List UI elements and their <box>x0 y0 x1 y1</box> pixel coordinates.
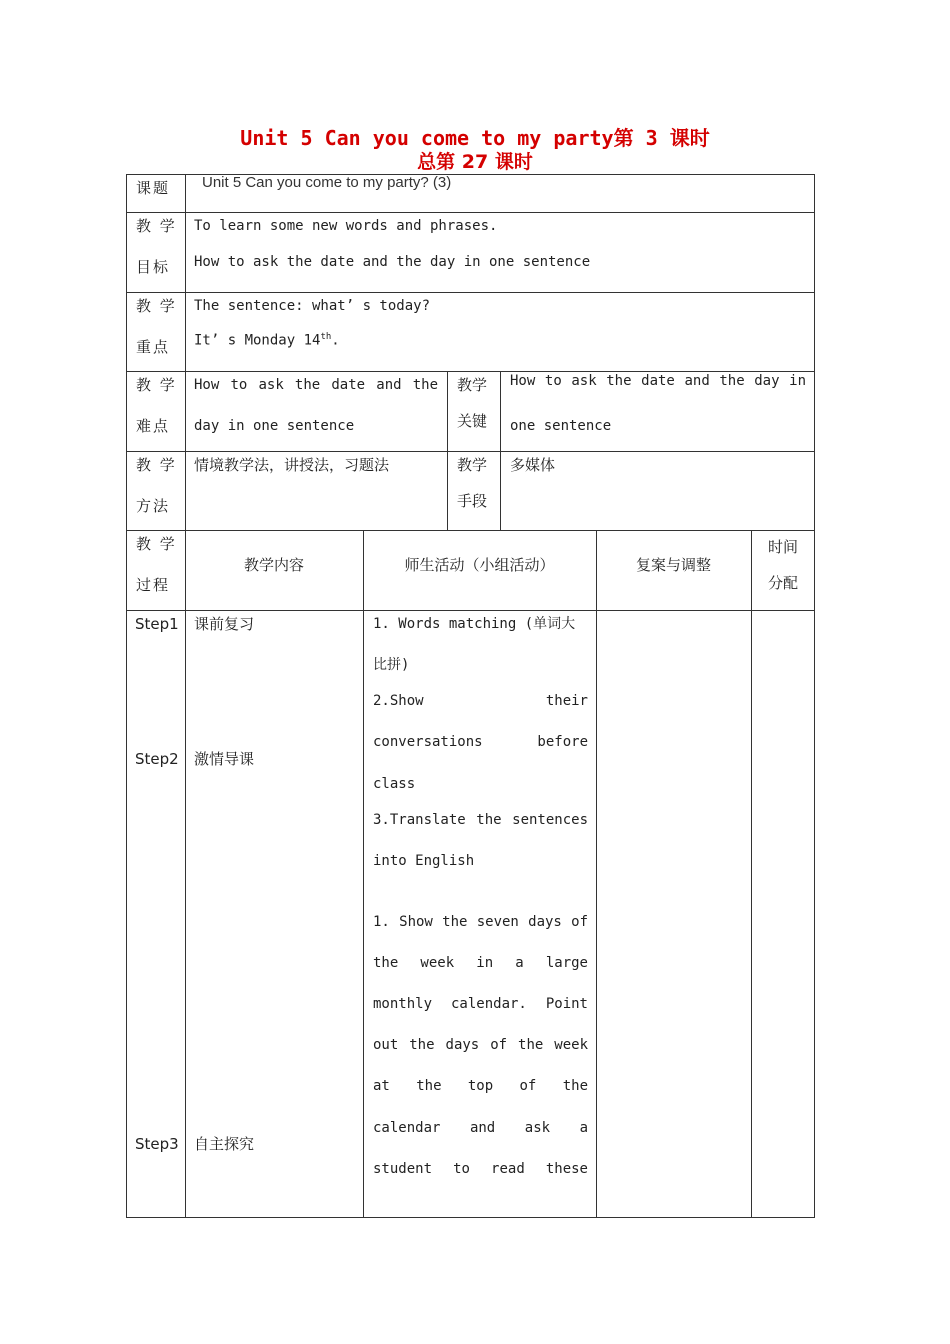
focus-label: 重点 <box>136 338 171 356</box>
key-line: How to ask the date and the day in <box>510 373 806 389</box>
process-label: 教 学 <box>136 535 177 553</box>
column-header-content: 教学内容 <box>243 556 304 574</box>
column-header-time: 分配 <box>767 574 798 592</box>
row-divider <box>126 451 815 452</box>
column-header-time: 时间 <box>767 538 798 556</box>
column-divider <box>596 530 597 1218</box>
goal-line: How to ask the date and the day in one sentence <box>194 254 591 270</box>
column-divider <box>363 530 364 1218</box>
activity-line: 1. Show the seven days of <box>373 914 588 930</box>
activity-line: calendar and ask a <box>373 1120 588 1136</box>
means-label: 手段 <box>457 492 488 510</box>
method-label: 教 学 <box>136 456 177 474</box>
step-content: 自主探究 <box>194 1135 255 1153</box>
activity-line: the week in a large <box>373 955 588 971</box>
method-value: 情境教学法，讲授法，习题法 <box>194 456 390 474</box>
difficulty-label: 教 学 <box>136 376 177 394</box>
activity-line: 1. Words matching (单词大 <box>373 616 576 632</box>
goals-label: 教 学 <box>136 217 177 235</box>
activity-line: 比拼) <box>373 657 410 673</box>
activity-line: class <box>373 776 416 792</box>
document-title-line-1: Unit 5 Can you come to my party第 3 课时 <box>240 126 710 150</box>
step-label: Step2 <box>135 750 179 768</box>
row-divider <box>126 292 815 293</box>
document-title-line-2: 总第 27 课时 <box>417 151 533 173</box>
activity-line: student to read these <box>373 1161 588 1177</box>
activity-line: 3.Translate the sentences <box>373 812 588 828</box>
row-divider <box>126 530 815 531</box>
difficulty-line: How to ask the date and the <box>194 377 438 393</box>
difficulty-label: 难点 <box>136 417 171 435</box>
key-label: 关键 <box>457 412 488 430</box>
column-divider <box>751 530 752 1218</box>
goal-line: To learn some new words and phrases. <box>194 218 498 234</box>
process-label: 过程 <box>136 576 171 594</box>
activity-line: conversations before <box>373 734 588 750</box>
step-label: Step1 <box>135 615 179 633</box>
key-label: 教学 <box>457 376 488 394</box>
goals-label: 目标 <box>136 258 171 276</box>
column-header-activity: 师生活动（小组活动） <box>404 556 555 574</box>
focus-label: 教 学 <box>136 297 177 315</box>
focus-line-text: It’ s Monday 14 <box>194 332 321 349</box>
column-divider <box>447 371 448 530</box>
step-content: 课前复习 <box>194 615 255 633</box>
activity-line: out the days of the week <box>373 1037 588 1053</box>
means-value: 多媒体 <box>510 456 556 474</box>
focus-line: The sentence: what’ s today? <box>194 298 431 314</box>
activity-line: at the top of the <box>373 1078 588 1094</box>
row-divider <box>126 212 815 213</box>
column-header-adjustment: 复案与调整 <box>635 556 711 574</box>
step-label: Step3 <box>135 1135 179 1153</box>
row-divider <box>126 610 815 611</box>
activity-line: 2.Show their <box>373 693 588 709</box>
activity-line: into English <box>373 853 475 869</box>
difficulty-line: day in one sentence <box>194 418 355 434</box>
activity-line: monthly calendar. Point <box>373 996 588 1012</box>
means-label: 教学 <box>457 456 488 474</box>
step-content: 激情导课 <box>194 750 255 768</box>
subject-value: Unit 5 Can you come to my party? (3) <box>202 174 452 191</box>
column-divider <box>500 371 501 530</box>
focus-line-end: . <box>331 332 340 349</box>
focus-line <box>194 327 340 351</box>
column-divider <box>185 174 186 1218</box>
key-line: one sentence <box>510 418 612 434</box>
method-label: 方法 <box>136 497 171 515</box>
focus-superscript: th <box>320 332 332 342</box>
subject-label: 课题 <box>136 179 171 197</box>
